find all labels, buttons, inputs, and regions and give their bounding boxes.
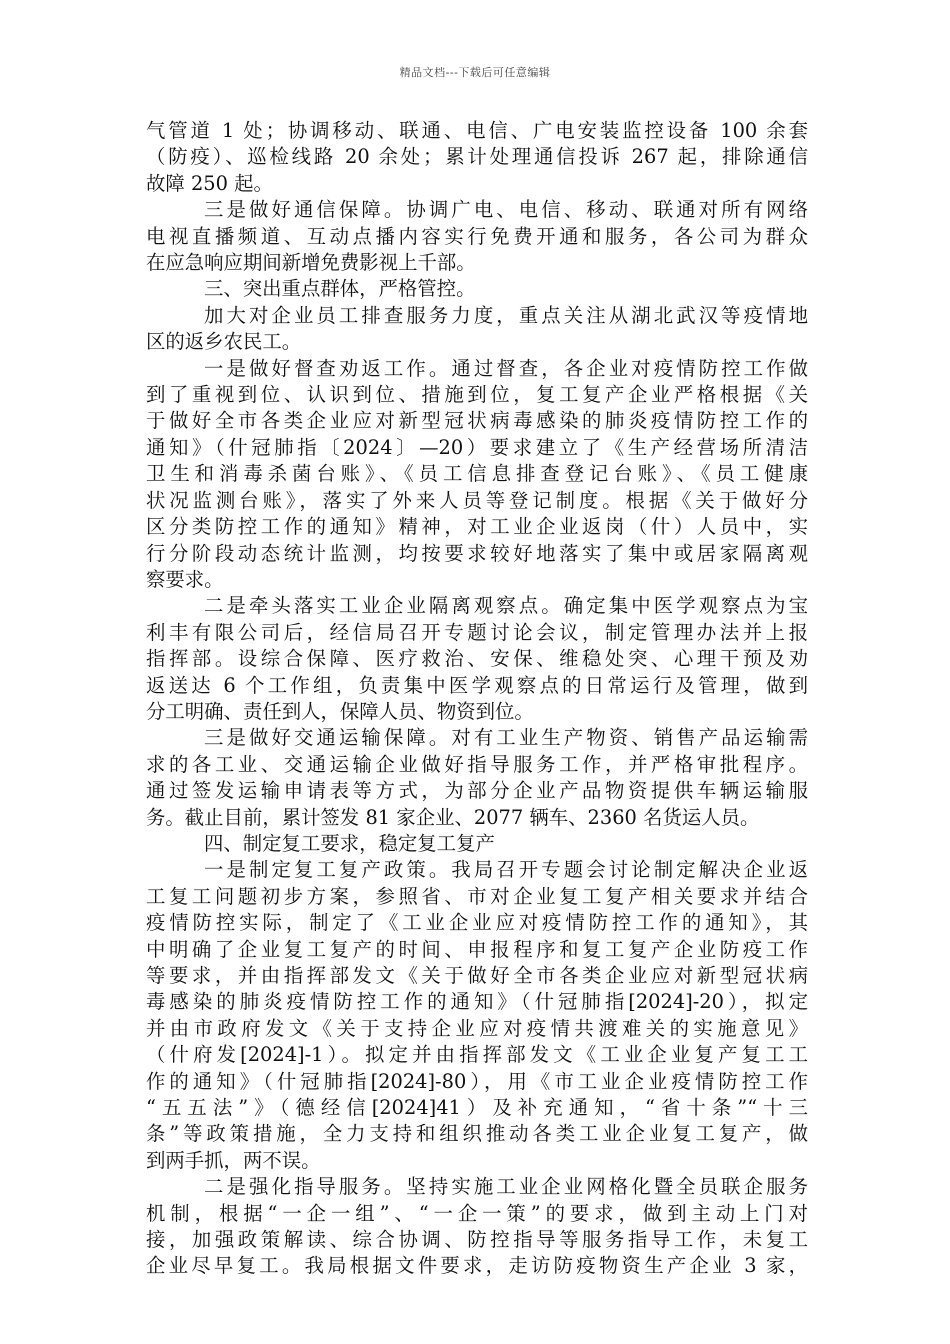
text-line: 等要求，并由指挥部发文《关于做好全市各类企业应对新型冠状病 [146, 964, 808, 987]
text-line: 疫情防控实际，制定了《工业企业应对疫情防控工作的通知》，其 [146, 911, 808, 935]
text-line: 并由市政府发文《关于支持企业应对疫情共渡难关的实施意见》 [146, 1016, 808, 1040]
page-header: 精品文档---下载后可任意编辑 [399, 66, 551, 79]
text-line: 返送达 6 个工作组，负责集中医学观察点的日常运行及管理，做到 [146, 673, 808, 697]
text-line: 机制，根据“一企一组”、“一企一策”的要求，做到主动上门对 [146, 1201, 808, 1225]
text-line: 卫生和消毒杀菌台账》、《员工信息排查登记台账》、《员工健康 [146, 462, 808, 486]
text-line: 求的各工业、交通运输企业做好指导服务工作，并严格审批程序。 [146, 752, 808, 776]
text-line: 通知》（什冠肺指〔2024〕—20）要求建立了《生产经营场所清洁 [146, 435, 808, 459]
text-line: 一是做好督查劝返工作。通过督查，各企业对疫情防控工作做 [204, 356, 808, 380]
text-line: “五五法”》（德经信[2024]41）及补充通知，“省十条”“十三 [146, 1096, 808, 1120]
text-line: 加大对企业员工排查服务力度，重点关注从湖北武汉等疫情地 [204, 303, 808, 327]
text-line: 三是做好通信保障。协调广电、电信、移动、联通对所有网络 [204, 198, 808, 222]
text-line: 通过签发运输申请表等方式，为部分企业产品物资提供车辆运输服 [146, 779, 808, 803]
text-line: 毒感染的肺炎疫情防控工作的通知》（什冠肺指[2024]-20），拟定 [146, 990, 808, 1014]
text-line: 三是做好交通运输保障。对有工业生产物资、销售产品运输需 [204, 726, 808, 750]
text-line: 二是牵头落实工业企业隔离观察点。确定集中医学观察点为宝 [204, 594, 808, 618]
text-line: 于做好全市各类企业应对新型冠状病毒感染的肺炎疫情防控工作的 [146, 409, 808, 433]
text-line: 接，加强政策解读、综合协调、防控指导等服务指导工作，未复工 [146, 1228, 808, 1252]
text-line: 中明确了企业复工复产的时间、申报程序和复工复产企业防疫工作 [146, 937, 808, 961]
paragraph [146, 197, 808, 276]
text-line: 到两手抓，两不误。 [146, 1148, 321, 1172]
text-line: 企业尽早复工。我局根据文件要求，走访防疫物资生产企业 3 家， [146, 1254, 808, 1278]
text-line: 区分类防控工作的通知》精神，对工业企业返岗（什）人员中，实 [146, 515, 808, 539]
text-line: 区的返乡农民工。 [146, 330, 302, 354]
text-line: 在应急响应期间新增免费影视上千部。 [146, 251, 476, 275]
text-line: 分工明确、责任到人，保障人员、物资到位。 [146, 699, 534, 723]
text-line: 利丰有限公司后，经信局召开专题讨论会议，制定管理办法并上报 [146, 620, 808, 644]
text-line: 气管道 1 处；协调移动、联通、电信、广电安装监控设备 100 余套 [146, 119, 808, 142]
paragraph [146, 831, 808, 857]
text-line: 二是强化指导服务。坚持实施工业企业网格化暨全员联企服务 [204, 1175, 808, 1199]
paragraph [146, 303, 808, 356]
document-body [146, 118, 808, 1280]
text-line: 务。截止目前，累计签发 81 家企业、2077 辆车、2360 名货运人员。 [146, 805, 760, 829]
text-line: （防疫）、巡检线路 20 余处；累计处理通信投诉 267 起，排除通信 [146, 145, 808, 169]
text-line: 一是制定复工复产政策。我局召开专题会讨论制定解决企业返 [204, 858, 808, 882]
text-line: 状况监测台账》，落实了外来人员等登记制度。根据《关于做好分 [146, 488, 808, 512]
text-line: （什府发[2024]-1）。拟定并由指挥部发文《工业企业复产复工工 [146, 1043, 808, 1067]
text-line: 到了重视到位、认识到位、措施到位，复工复产企业严格根据《关 [146, 383, 808, 407]
paragraph [146, 725, 808, 831]
text-line: 作的通知》（什冠肺指[2024]-80），用《市工业企业疫情防控工作 [146, 1069, 808, 1093]
text-line: 四、制定复工要求，稳定复工复产 [204, 831, 495, 855]
text-line: 察要求。 [146, 567, 224, 591]
text-line: 指挥部。设综合保障、医疗救治、安保、维稳处突、心理干预及劝 [146, 647, 808, 671]
paragraph [146, 1174, 808, 1280]
text-line: 三、突出重点群体，严格管控。 [204, 277, 476, 301]
paragraph [146, 857, 808, 1174]
text-line: 故障 250 起。 [146, 171, 273, 195]
paragraph [146, 276, 808, 302]
text-line: 条”等政策措施，全力支持和组织推动各类工业企业复工复产，做 [146, 1122, 808, 1146]
text-line: 工复工问题初步方案，参照省、市对企业复工复产相关要求并结合 [146, 884, 808, 908]
paragraph [146, 118, 808, 197]
paragraph [146, 593, 808, 725]
text-line: 行分阶段动态统计监测，均按要求较好地落实了集中或居家隔离观 [146, 541, 808, 565]
paragraph [146, 356, 808, 594]
text-line: 电视直播频道、互动点播内容实行免费开通和服务，各公司为群众 [146, 224, 808, 248]
